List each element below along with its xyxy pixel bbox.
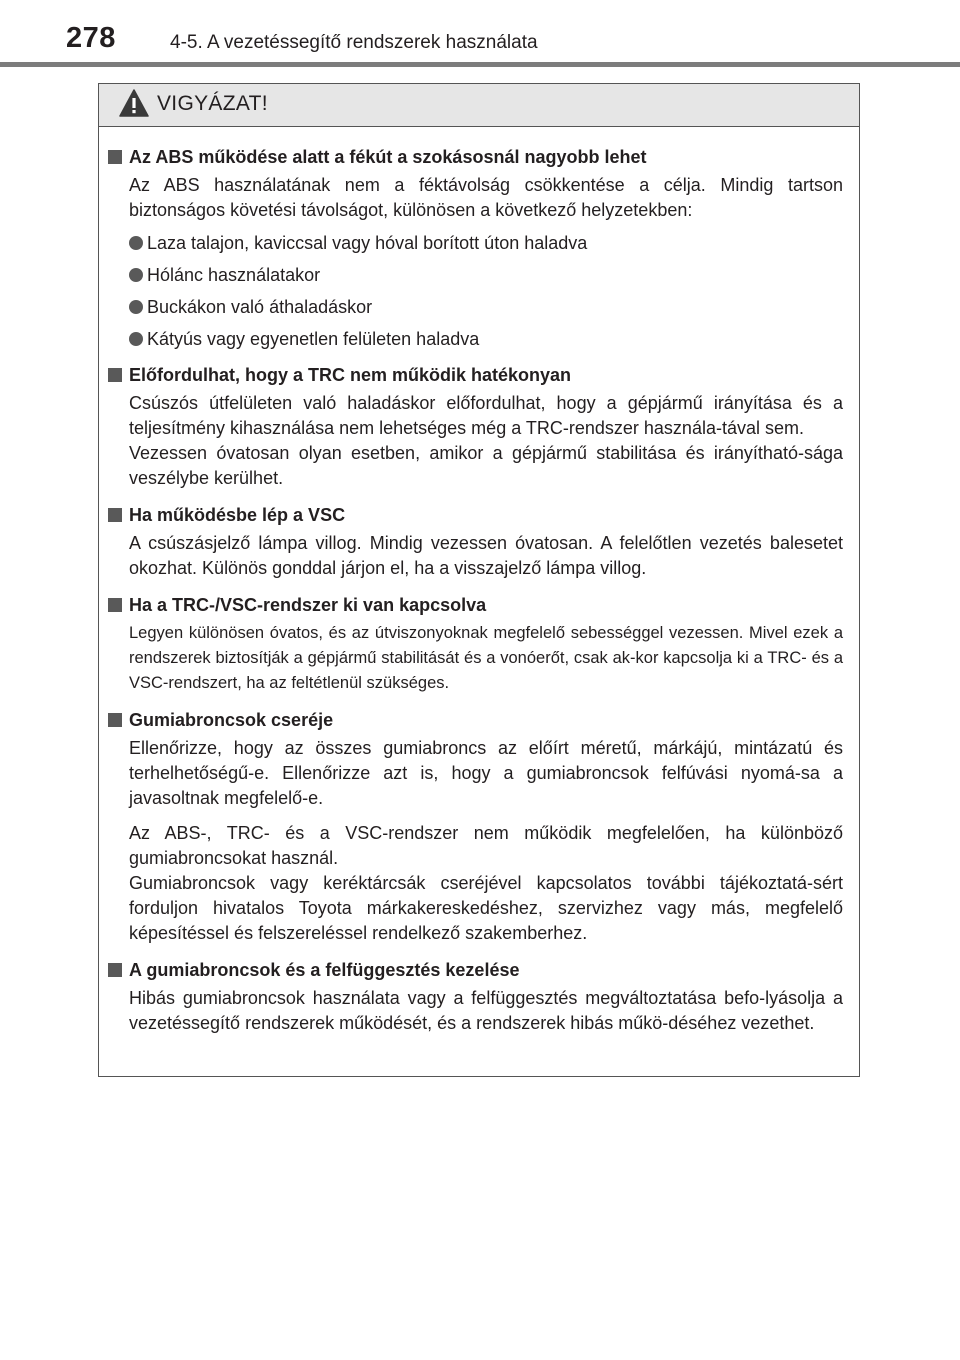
section-title: 4-5. A vezetéssegítő rendszerek használata xyxy=(170,32,538,53)
circle-bullet-icon xyxy=(129,332,143,346)
warning-label: VIGYÁZAT! xyxy=(157,92,268,115)
item-paragraph: Ellenőrizze, hogy az összes gumiabroncs az előírt méretű, márkájú, mintázatú és terhelhetőségű-e. Ellenőrizze azt is, hogy a gumiabroncsok felfúvási nyomá-sa a javasoltnak megfelelő-e. xyxy=(129,738,843,808)
page-number: 278 xyxy=(66,22,116,54)
header-rule xyxy=(0,62,960,67)
item-paragraph: Gumiabroncsok vagy keréktárcsák cseréjével kapcsolatos további tájékoztatá-sért forduljon hivatalos Toyota márkakereskedéshez, szervizhez vagy más, megfelelő képesítéssel és felszereléssel rendelkező szakemberhez. xyxy=(129,873,843,943)
warning-item-tire-suspension xyxy=(107,958,843,1036)
list-item: Laza talajon, kaviccsal vagy hóval borított úton haladva xyxy=(107,231,843,255)
warning-header xyxy=(99,84,859,127)
square-bullet-icon xyxy=(108,713,122,727)
warning-box xyxy=(98,83,860,1077)
warning-item-tire-change xyxy=(107,708,843,946)
item-title: Gumiabroncsok cseréje xyxy=(107,708,843,732)
warning-item-trc xyxy=(107,363,843,491)
square-bullet-icon xyxy=(108,368,122,382)
circle-bullet-icon xyxy=(129,300,143,314)
warning-body xyxy=(99,127,859,1036)
warning-triangle-icon xyxy=(119,89,149,117)
item-paragraph: Az ABS használatának nem a féktávolság csökkentése a célja. Mindig tartson biztonságos követési távolságot, különösen a következő helyzetekben: xyxy=(129,175,843,220)
item-title: Az ABS működése alatt a fékút a szokásosnál nagyobb lehet xyxy=(107,145,843,169)
item-title: A gumiabroncsok és a felfüggesztés kezelése xyxy=(107,958,843,982)
circle-bullet-icon xyxy=(129,268,143,282)
warning-item-vsc xyxy=(107,503,843,581)
item-paragraph: Az ABS-, TRC- és a VSC-rendszer nem működik megfelelően, ha különböző gumiabroncsokat használ. xyxy=(129,823,843,868)
item-paragraph: A csúszásjelző lámpa villog. Mindig vezessen óvatosan. A felelőtlen vezetés balesetet okozhat. Különös gonddal járjon el, ha a visszajelző lámpa villog. xyxy=(129,533,843,578)
warning-item-abs xyxy=(107,145,843,351)
square-bullet-icon xyxy=(108,598,122,612)
square-bullet-icon xyxy=(108,150,122,164)
item-title: Ha a TRC-/VSC-rendszer ki van kapcsolva xyxy=(107,593,843,617)
item-title: Ha működésbe lép a VSC xyxy=(107,503,843,527)
circle-bullet-icon xyxy=(129,236,143,250)
item-title: Előfordulhat, hogy a TRC nem működik hatékonyan xyxy=(107,363,843,387)
square-bullet-icon xyxy=(108,963,122,977)
page-header xyxy=(0,0,960,70)
list-item: Kátyús vagy egyenetlen felületen haladva xyxy=(107,327,843,351)
list-item: Buckákon való áthaladáskor xyxy=(107,295,843,319)
item-paragraph: Legyen különösen óvatos, és az útviszonyoknak megfelelő sebességgel vezessen. Mivel ezek a rendszerek biztosítják a gépjármű stabilitását és a vonóerőt, csak ak-kor kapcsolja ki a TRC- és a VSC-rendszert, ha az feltétlenül szükséges. xyxy=(129,624,843,692)
item-paragraph: Hibás gumiabroncsok használata vagy a felfüggesztés megváltoztatása befo-lyásolja a vezetéssegítő rendszerek működését, és a rendszerek hibás műkö-déséhez vezethet. xyxy=(129,988,843,1033)
item-paragraph: Csúszós útfelületen való haladáskor előfordulhat, hogy a gépjármű irányítása és a teljesítmény kihasználása nem lehetséges még a TRC-rendszer használa-tával sem. xyxy=(129,393,843,438)
warning-item-trc-vsc-off xyxy=(107,593,843,696)
list-item: Hólánc használatakor xyxy=(107,263,843,287)
square-bullet-icon xyxy=(108,508,122,522)
item-paragraph: Vezessen óvatosan olyan esetben, amikor a gépjármű stabilitása és irányítható-sága veszélybe kerülhet. xyxy=(129,443,843,488)
